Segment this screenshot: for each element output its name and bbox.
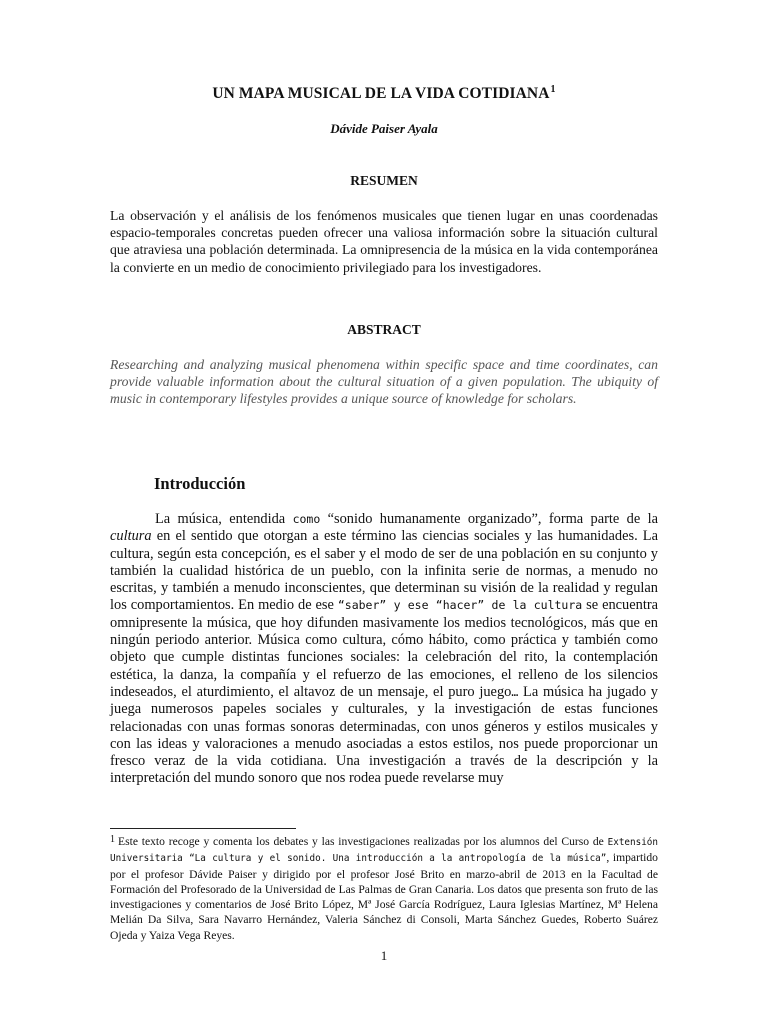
resumen-text: La observación y el análisis de los fenómenos musicales que tienen lugar en unas coordenadas espacio-temporales concretas pueden ofrecer una valiosa información sobre la situación cultural que atraviesa una población determinada. La omnipresencia de la música en la vida contemporánea la convierte en un medio de conocimiento privilegiado para los investigadores. (110, 208, 658, 275)
footnote (110, 832, 658, 943)
footnote-text-2: , impartido por el profesor Dávide Paiser y dirigido por el profesor José Brito en marzo-abril de 2013 en la Facultad de Formación del Profesorado de la Universidad de Las Palmas de Gran Canaria. Los datos que presenta son fruto de las investigaciones y comentarios de José Brito López, Mª José García Rodríguez, Laura Iglesias Martínez, Mª Helena Melián Da Silva, Sara Navarro Hernández, Valeria Sánchez di Consoli, Marta Sánchez Guedes, Roberto Suárez Ojeda y Yaiza Vega Reyes. (110, 851, 658, 942)
intro-text-5: La música ha jugado y juega numerosos papeles sociales y culturales, y la investigación de estas funciones relacionadas con unas formas sonoras determinadas, con unos géneros y estilos musicales y con las ideas y valoraciones a menudo asociadas a estos estilos, nos puede proporcionar un fresco veraz de la vida cotidiana. Una investigación a través de la descripción y la interpretación del mundo sonoro que nos rodea puede revelarse muy (110, 683, 659, 787)
intro-mono-saber-hacer: “saber” y ese “hacer” de la cultura (337, 598, 583, 613)
resumen-heading: RESUMEN (350, 173, 418, 188)
introduction-heading: Introducción (154, 474, 246, 493)
introduction-paragraph (110, 511, 658, 788)
paper-title (110, 84, 658, 103)
intro-mono-ellipsis: … (511, 684, 519, 699)
title-text: UN MAPA MUSICAL DE LA VIDA COTIDIANA (212, 85, 550, 102)
author-name: Dávide Paiser Ayala (330, 121, 438, 136)
intro-mono-como: como (292, 512, 321, 526)
footnote-divider (110, 828, 296, 829)
footnote-number: 1 (110, 834, 115, 845)
intro-text-4: se encuentra omnipresente la música, que hoy difunden masivamente los medios tecnológicos, más que en ningún periodo anterior. Música como cultura, cómo hábito, como práctica y también como objeto que cumple distintas funciones sociales: la celebración del rito, la contemplación estética, la danza, la compañía y el refuerzo de las emociones, el relleno de los silencios indeseados, el aturdimiento, el altavoz de un mensaje, el puro juego (110, 597, 659, 700)
title-footnote-ref: 1 (550, 84, 556, 95)
page-number: 1 (380, 948, 388, 963)
footnote-text-1: Este texto recoge y comenta los debates y las investigaciones realizadas por los alumnos del Curso de (118, 835, 608, 848)
intro-text-2: “sonido humanamente organizado”, forma parte de la (320, 511, 658, 527)
abstract-text: Researching and analyzing musical phenomena within specific space and time coordinates, can provide valuable information about the cultural situation of a given population. The ubiquity of music in contemporary lifestyles provides a unique source of knowledge for scholars. (110, 357, 658, 407)
abstract-heading: ABSTRACT (347, 322, 421, 337)
intro-italic-cultura: cultura (110, 528, 152, 545)
footnote-course-name: Extensión Universitaria “La cultura y el sonido. Una introducción a la antropología de la música” (110, 837, 658, 865)
intro-text-1: La música, entendida (155, 511, 293, 527)
intro-text-3: en el sentido que otorgan a este término las ciencias sociales y las humanidades. La cultura, según esta concepción, es el saber y el modo de ser de una población en su conjunto y también la cualidad histórica de un pueblo, con la infinita serie de normas, a menudo no escritas, y también a menudo inconscientes, que determinan su visión de la realidad y regulan los comportamientos. En medio de ese (110, 528, 658, 614)
